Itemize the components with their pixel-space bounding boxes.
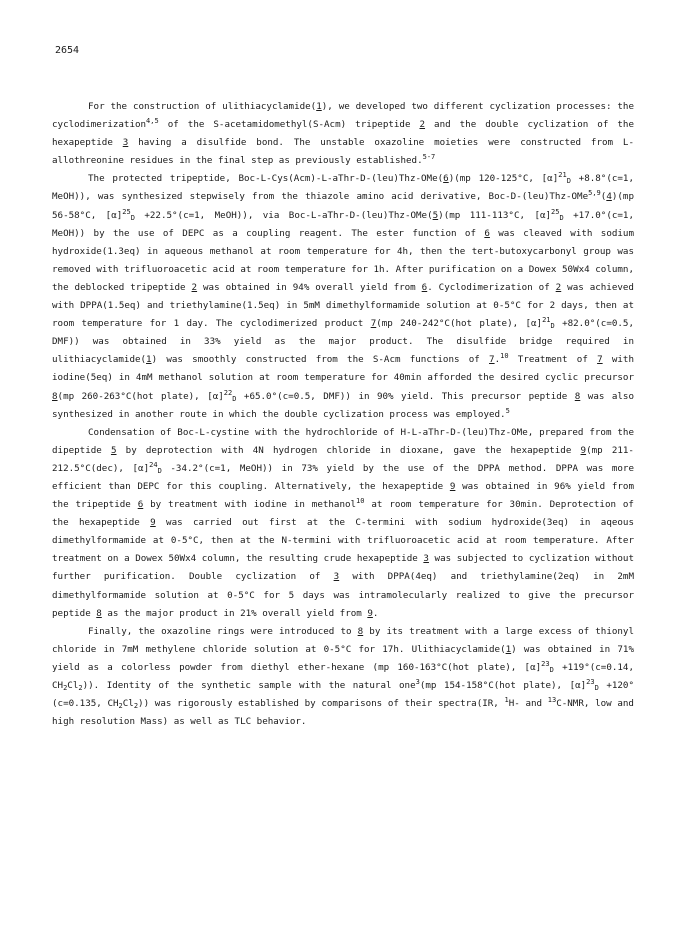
text-run: was also synthesized in another route in which the double cyclization process was employed. — [52, 390, 634, 420]
text-run: Condensation of Boc-L-cystine with the hydrochloride of H-L-aThr-D-(leu)Thz-OMe, prepared from the dipeptide — [52, 426, 634, 456]
text-run: as the major product in 21% overall yield from — [101, 607, 368, 619]
text-run: and the double cyclization of the hexapeptide — [52, 119, 634, 149]
compound-number: 7 — [489, 354, 495, 366]
text-run: was cleaved with sodium hydroxide(1.3eq) in aqueous methanol at room temperature for 4h, then the tert-butoxycarbonyl group was removed with trifluoroacetic acid at room temperature for 1h. After purification on a Dowex 50Wx4 column, the deblocked tripeptide — [52, 227, 634, 293]
text-run: . — [494, 354, 501, 366]
text-run: ) was obtained in 71% yield as a colorless powder from diethyl ether-hexane (mp 160-163°C(hot plate), [α] — [52, 643, 634, 673]
text-run: by deprotection with 4N hydrogen chloride in dioxane, gave the hexapeptide — [116, 444, 581, 456]
text-run: with DPPA(4eq) and triethylamine(2eq) in 2mM dimethylformamide solution at 0-5°C for 5 days was intramolecularly realized to give the precursor peptide — [52, 571, 634, 619]
subscript: D — [594, 684, 599, 692]
text-run: )). Identity of the synthetic sample with the natural one — [82, 680, 416, 691]
text-run: +82.0°(c=0.5, DMF)) was obtained in 33% yield as the major product. The disulfide bridge required in ulithiacyclamide( — [52, 318, 634, 366]
superscript: 13 — [547, 696, 557, 705]
compound-number: 8 — [574, 390, 581, 402]
text-run: )(mp 111-113°C, [α] — [438, 209, 552, 221]
text-run: The protected tripeptide, Boc-L-Cys(Acm)-L-aThr-D-(leu)Thz-OMe( — [88, 173, 444, 185]
text-run: (mp 260-263°C(hot plate), [α] — [57, 390, 224, 402]
superscript: 5 — [505, 406, 510, 415]
text-run: Cl — [122, 698, 134, 710]
compound-number: 8 — [52, 390, 58, 402]
text-run: -34.2°(c=1, MeOH)) in 73% yield by the use of the DPPA method. DPPA was more efficient than DEPC for this coupling. Alternatively, the hexapeptide — [52, 462, 634, 492]
text-run: . — [372, 607, 379, 619]
compound-number: 7 — [370, 318, 377, 330]
superscript: 24 — [149, 460, 158, 469]
compound-number: 3 — [333, 571, 340, 583]
text-run: having a disulfide bond. The unstable oxazoline moieties were constructed from L-allothreonine residues in the final step as previously established. — [52, 137, 634, 167]
text-run: with iodine(5eq) in 4mM methanol solution at room temperature for 40min afforded the desired cyclic precursor — [52, 354, 634, 384]
superscript: 10 — [500, 352, 509, 361]
text-run: (mp 240-242°C(hot plate), [α] — [376, 318, 543, 330]
text-run: was obtained in 94% overall yield from — [197, 281, 422, 293]
text-run: . Cyclodimerization of — [427, 281, 556, 293]
compound-number: 6 — [421, 281, 428, 293]
compound-number: 9 — [580, 444, 587, 456]
text-run: by its treatment with a large excess of thionyl chloride in 7mM methylene chloride solution at 0-5°C for 17h. Ulithiacyclamide( — [52, 625, 634, 655]
compound-number: 6 — [484, 227, 490, 239]
text-run: by treatment with iodine in methanol — [143, 499, 357, 511]
text-run: ) was smoothly constructed from the S-Acm functions of — [151, 354, 490, 366]
superscript: 23 — [541, 659, 550, 668]
compound-number: 3 — [122, 137, 129, 149]
text-run: ( — [600, 191, 607, 203]
text-run: +119°(c=0.14, CH — [52, 661, 634, 691]
text-run: )(mp 56-58°C, [α] — [52, 191, 634, 221]
compound-number: 1 — [316, 101, 322, 112]
text-run: Cl — [67, 680, 79, 691]
superscript: 1 — [504, 696, 509, 705]
subscript: 2 — [78, 684, 83, 692]
text-run: (mp 154-158°C(hot plate), [α] — [419, 680, 587, 691]
compound-number: 3 — [423, 553, 429, 565]
superscript: 25 — [122, 207, 131, 216]
compound-number: 9 — [367, 607, 373, 619]
subscript: 2 — [133, 702, 139, 711]
text-run: was obtained in 96% yield from the tripeptide — [52, 480, 634, 511]
superscript: 21 — [558, 171, 567, 180]
text-run: at room temperature for 30min. Deprotection of the hexapeptide — [52, 499, 634, 529]
superscript: 10 — [356, 497, 365, 506]
compound-number: 5 — [110, 444, 117, 456]
subscript: D — [232, 394, 237, 403]
text-run: +8.8°(c=1, MeOH)), was synthesized stepwisely from the thiazole amino acid derivative, Boc-D-(leu)Thz-OMe — [52, 173, 634, 203]
compound-number: 1 — [146, 354, 152, 366]
text-run: +120°(c=0.135, CH — [52, 680, 634, 710]
subscript: D — [566, 177, 571, 186]
page-number: 2654 — [55, 45, 80, 56]
superscript: 5,9 — [588, 189, 601, 198]
text-run: was carried out first at the C-termini with sodium hydroxide(3eq) in aqeous dimethylformamide at 0-5°C, then at the N-termini with trifluoroacetic acid at room temperature. After treatment on a Dowex 50Wx4 column, the resulting crude hexapeptide — [52, 517, 634, 565]
paragraph-condensation — [52, 424, 634, 623]
superscript: 25 — [551, 207, 560, 216]
text-run: +22.5°(c=1, MeOH)), via Boc-L-aThr-D-(leu)Thz-OMe( — [134, 209, 433, 221]
text-run: For the construction of ulithiacyclamide( — [88, 101, 317, 112]
superscript: 23 — [586, 678, 595, 686]
compound-number: 6 — [137, 499, 144, 511]
superscript: 5-7 — [422, 153, 436, 162]
subscript: 2 — [118, 702, 123, 711]
text-run: Finally, the oxazoline rings were introduced to — [88, 625, 358, 637]
compound-number: 2 — [191, 281, 198, 293]
compound-number: 9 — [449, 480, 456, 492]
superscript: 21 — [542, 316, 551, 325]
text-run: )(mp 120-125°C, [α] — [448, 173, 559, 185]
superscript: 3 — [415, 678, 420, 686]
compound-number: 8 — [96, 607, 102, 619]
text-run: was subjected to cyclization without further purification. Double cyclization of — [52, 553, 634, 583]
text-run: Treatment of — [508, 354, 598, 366]
compound-number: 2 — [555, 281, 562, 293]
compound-number: 1 — [505, 643, 512, 655]
text-run: +65.0°(c=0.5, DMF)) in 90% yield. This precursor peptide — [236, 390, 575, 402]
paragraph-oxazoline — [52, 623, 634, 732]
paragraph-construction — [52, 98, 634, 170]
text-run: ), we developed two different cyclization processes: the cyclodimerization — [52, 101, 634, 131]
subscript: 2 — [63, 684, 68, 692]
compound-number: 5 — [432, 209, 439, 221]
subscript: D — [550, 322, 555, 331]
subscript: D — [157, 466, 162, 475]
superscript: 22 — [223, 388, 233, 397]
text-run: H- and — [508, 698, 548, 710]
text-run: )) was rigorously established by comparisons of their spectra(IR, — [138, 698, 505, 710]
text-run: was achieved with DPPA(1.5eq) and triethylamine(1.5eq) in 5mM dimethylformamide solution at 0-5°C for 2 days, then at room temperature for 1 day. The cyclodimerized product — [52, 281, 634, 330]
superscript: 4,5 — [146, 117, 159, 126]
text-run: of the S-acetamidomethyl(S-Acm) tripeptide — [158, 119, 420, 131]
paragraph-protected-tripeptide — [52, 170, 634, 423]
text-run: +17.0°(c=1, MeOH)) by the use of DEPC as a coupling reagent. The ester function of — [52, 209, 634, 239]
compound-number: 9 — [150, 517, 156, 529]
text-run: C-NMR, low and high resolution Mass) as well as TLC behavior. — [52, 698, 634, 728]
text-run: (mp 211-212.5°C(dec), [α] — [52, 444, 634, 474]
compound-number: 4 — [606, 191, 612, 203]
subscript: D — [130, 213, 135, 222]
compound-number: 8 — [357, 625, 364, 637]
body-text — [52, 98, 634, 731]
subscript: D — [559, 213, 564, 222]
subscript: D — [549, 665, 554, 674]
compound-number: 7 — [597, 354, 603, 366]
compound-number: 6 — [443, 173, 449, 185]
compound-number: 2 — [419, 119, 426, 131]
